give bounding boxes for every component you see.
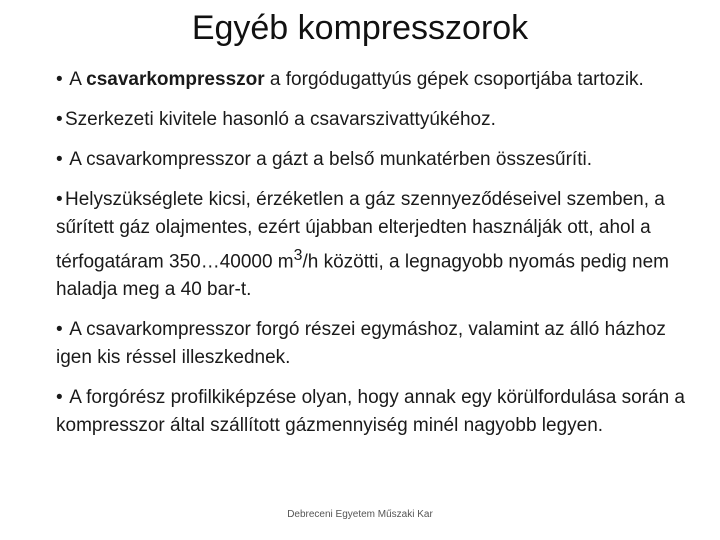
bullet-marker: • (56, 109, 63, 130)
bullet-text: A csavarkompresszor forgó részei egymáshoz, valamint az álló házhoz igen kis réssel illeszkednek. (56, 319, 666, 369)
bullet-item (56, 66, 686, 94)
bullet-text-pre: A (69, 69, 87, 90)
bullet-list (56, 66, 686, 452)
bullet-item (56, 384, 686, 440)
bullet-marker: • (56, 319, 63, 341)
bullet-bold-term: csavarkompresszor (86, 69, 265, 90)
slide-footer: Debreceni Egyetem Műszaki Kar (287, 509, 433, 520)
bullet-item (56, 316, 686, 372)
bullet-item (56, 146, 686, 174)
bullet-marker: • (56, 149, 63, 170)
bullet-marker: • (56, 387, 63, 409)
bullet-item (56, 186, 686, 304)
bullet-text: A forgórész profilkiképzése olyan, hogy annak egy körülfordulása során a kompresszor által szállított gázmennyiség minél nagyobb legyen. (56, 387, 685, 437)
bullet-text-post: /h közötti, a legnagyobb nyomás pedig nem haladja meg a 40 bar-t. (56, 251, 669, 301)
bullet-item (56, 106, 686, 134)
superscript: 3 (293, 247, 303, 264)
slide-title: Egyéb kompresszorok (191, 9, 529, 47)
bullet-text: Szerkezeti kivitele hasonló a csavarszivattyúkéhoz. (65, 109, 496, 130)
bullet-text-pre: Helyszükséglete kicsi, érzéketlen a gáz szennyeződéseivel szemben, a sűrített gáz olajmentes, ezért újabban elterjedten használják ott, ahol a térfogatáram 350…40000 m (56, 189, 665, 273)
bullet-text-post: a forgódugattyús gépek csoportjába tartozik. (264, 69, 644, 90)
bullet-marker: • (56, 189, 63, 210)
bullet-text: A csavarkompresszor a gázt a belső munkatérben összesűríti. (69, 149, 592, 170)
bullet-marker: • (56, 69, 63, 90)
